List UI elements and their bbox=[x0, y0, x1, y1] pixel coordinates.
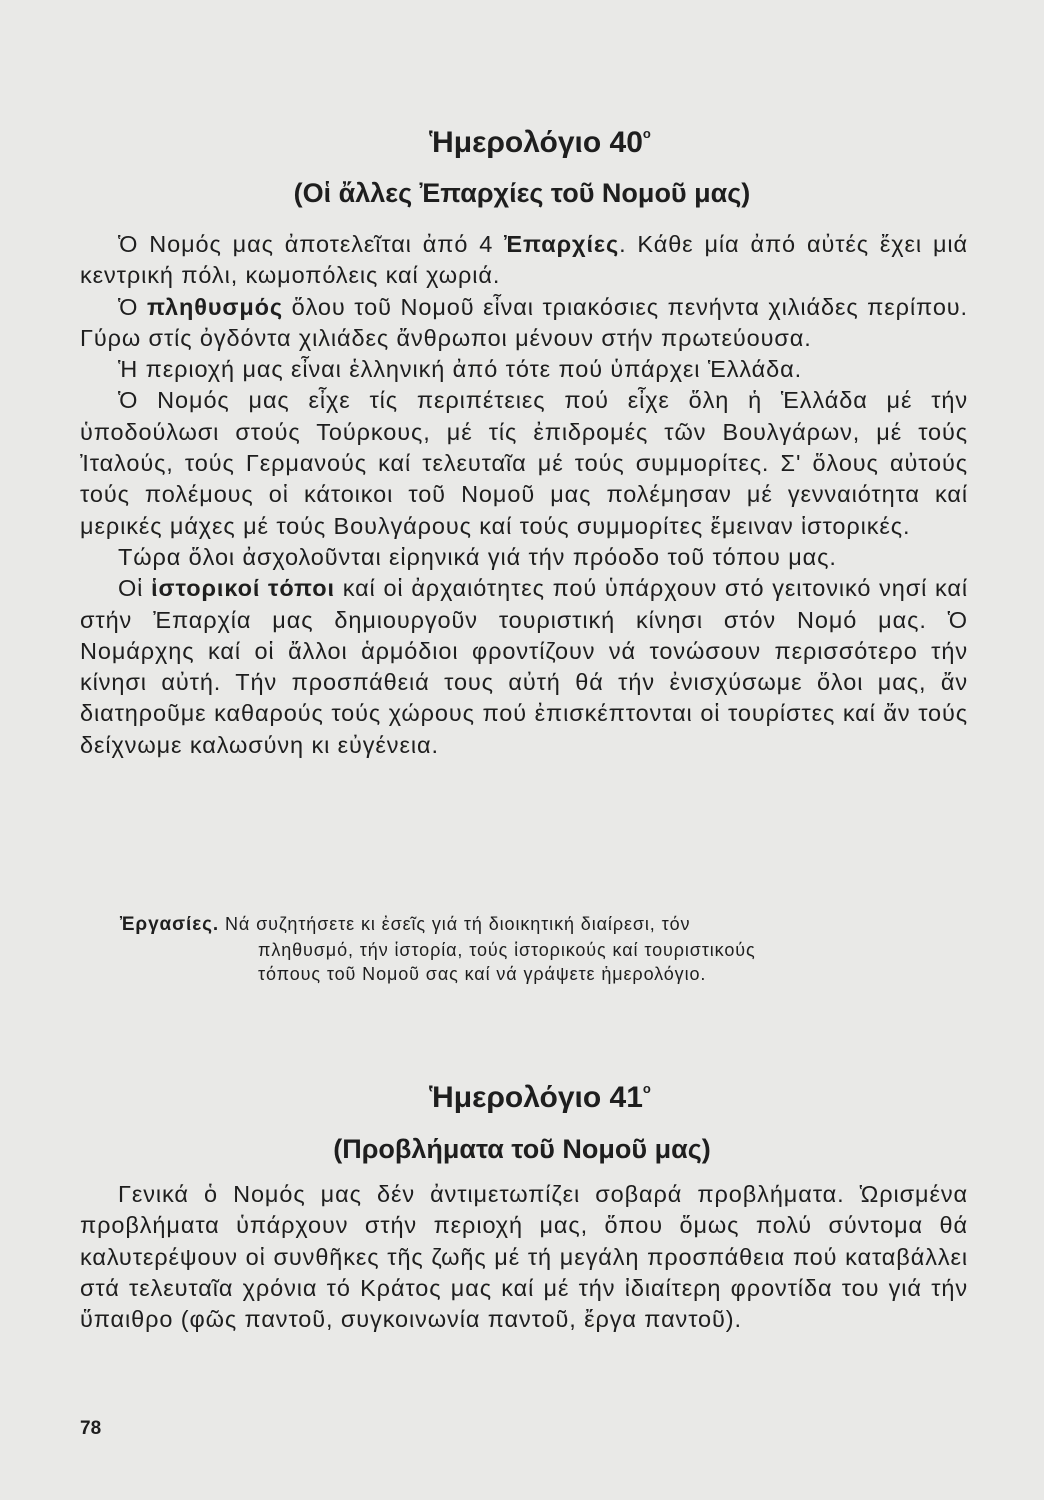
diary-title-41: Ἡμερολόγιο $41^o$ bbox=[429, 1081, 651, 1114]
paragraph: Ὁ Νομός μας εἶχε τίς περιπέτειες πού εἶχε ὅλη ἡ Ἑλλάδα μέ τήν ὑποδούλωσι στούς Τούρκους, μέ τίς ἐπιδρομές τῶν Βουλγάρων, μέ τούς Ἰταλούς, τούς Γερμανούς καί τελευταῖα μέ τούς συμμορίτες. Σ' ὅλους αὐτούς τούς πολέμους οἱ κάτοικοι τοῦ Νομοῦ μας πολέμησαν μέ γενναιότητα καί μερικές μάχες μέ τούς Βουλγάρους καί τούς συμμορίτες ἔμειναν ἱστορικές. bbox=[80, 387, 968, 539]
diary-title-40: Ἡμερολόγιο $40^o$ bbox=[429, 126, 651, 159]
diary-subtitle-40: (Οἱ ἄλλες Ἐπαρχίες τοῦ Νομοῦ μας) bbox=[293, 178, 751, 208]
tasks-line-1: Ἐργασίες. Νά συζητήσετε κι ἐσεῖς γιά τή διοικητική διαίρεσι, τόν bbox=[120, 914, 691, 935]
diary-subtitle-41: (Προβλήματα τοῦ Νομοῦ μας) bbox=[333, 1134, 711, 1164]
tasks-line-3: τόπους τοῦ Νομοῦ σας καί νά γράψετε ἡμερολόγιο. bbox=[258, 964, 707, 984]
paragraph: Ἡ περιοχή μας εἶναι ἑλληνική ἀπό τότε πού ὑπάρχει Ἑλλάδα. bbox=[118, 356, 803, 383]
page-number: 78 bbox=[80, 1418, 102, 1439]
section-40-body bbox=[80, 229, 968, 761]
section-41-body bbox=[80, 1179, 968, 1335]
tasks-line-2: πληθυσμό, τήν ἱστορία, τούς ἱστορικούς καί τουριστικούς bbox=[258, 939, 756, 960]
tasks-label: Ἐργασίες. bbox=[120, 914, 220, 935]
tasks-box bbox=[120, 912, 950, 987]
paragraph: Οἱ ἱστορικοί τόποι καί οἱ ἀρχαιότητες πού ὑπάρχουν στό γειτονικό νησί καί στήν Ἐπαρχία μας δημιουργοῦν τουριστική κίνησι στόν Νομό μας. Ὁ Νομάρχης καί οἱ ἄλλοι ἁρμόδιοι φροντίζουν νά τονώσουν περισσότερο τήν κίνησι αὐτή. Τήν προσπάθειά τους αὐτή θά τήν ἐνισχύσωμε ὅλοι μας, ἄν διατηροῦμε καθαρούς τούς χώρους πού ἐπισκέπτονται οἱ τουρίστες καί ἄν τούς δείχνωμε καλωσύνη κι εὐγένεια. bbox=[80, 575, 968, 758]
paragraph: Ὁ πληθυσμός ὅλου τοῦ Νομοῦ εἶναι τριακόσιες πενήντα χιλιάδες περίπου. Γύρω στίς ὀγδόντα χιλιάδες ἄνθρωποι μένουν στήν πρωτεύουσα. bbox=[80, 293, 968, 351]
paragraph: Τώρα ὅλοι ἀσχολοῦνται εἰρηνικά γιά τήν πρόοδο τοῦ τόπου μας. bbox=[118, 543, 837, 570]
paragraph: Γενικά ὁ Νομός μας δέν ἀντιμετωπίζει σοβαρά προβλήματα. Ὡρισμένα προβλήματα ὑπάρχουν στήν περιοχή μας, ὅπου ὅμως πολύ σύντομα θά καλυτερέψουν οἱ συνθῆκες τῆς ζωῆς μέ τή μεγάλη προσπάθεια πού καταβάλλει στά τελευταῖα χρόνια τό Κράτος μας καί μέ τήν ἰδιαίτερη φροντίδα του γιά τήν ὕπαιθρο (φῶς παντοῦ, συγκοινωνία παντοῦ, ἔργα παντοῦ). bbox=[80, 1181, 968, 1333]
paragraph: Ὁ Νομός μας ἀποτελεῖται ἀπό 4 Ἐπαρχίες. Κάθε μία ἀπό αὐτές ἔχει μιά κεντρική πόλι, κωμοπόλεις καί χωριά. bbox=[80, 231, 968, 289]
